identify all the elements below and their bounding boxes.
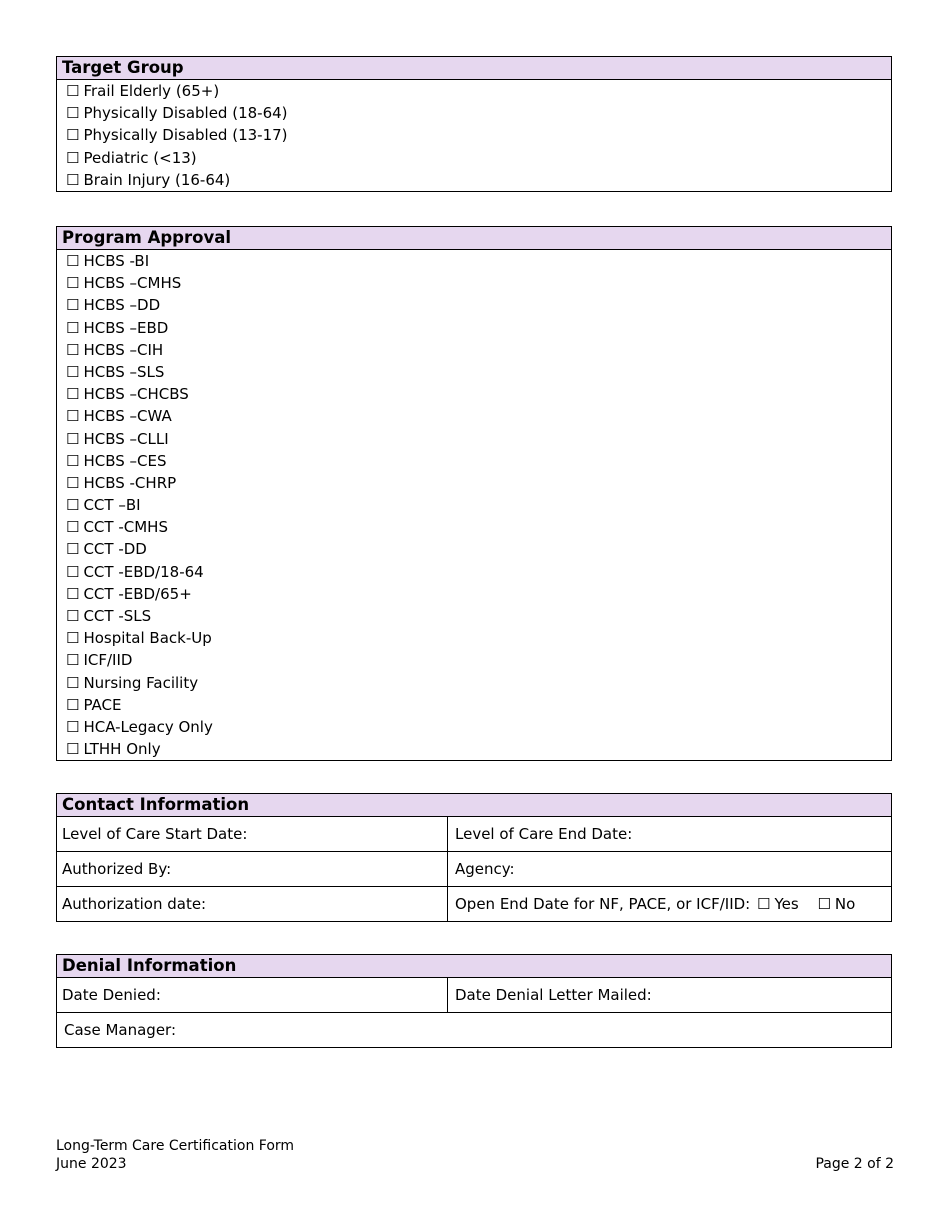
checkbox-item[interactable] (66, 627, 891, 649)
checkbox-label: HCBS -BI (83, 252, 150, 270)
checkbox-icon[interactable]: ☐ (66, 340, 80, 359)
denial-information-section (56, 954, 892, 1048)
authorized-by-field[interactable]: Authorized By: (57, 852, 448, 886)
checkbox-label: LTHH Only (83, 740, 161, 759)
checkbox-icon[interactable]: ☐ (66, 540, 80, 559)
program-approval-header: Program Approval (57, 227, 891, 250)
checkbox-label: HCBS –CES (83, 451, 167, 470)
checkbox-icon[interactable]: ☐ (66, 274, 80, 293)
target-group-header: Target Group (57, 57, 891, 80)
checkbox-icon[interactable]: ☐ (66, 607, 80, 625)
loc-end-date-field[interactable]: Level of Care End Date: (455, 825, 633, 843)
checkbox-item[interactable] (66, 649, 891, 671)
no-option[interactable] (817, 895, 855, 913)
checkbox-label: Frail Elderly (65+) (83, 82, 220, 100)
checkbox-item[interactable] (66, 405, 891, 427)
checkbox-icon[interactable]: ☐ (66, 296, 80, 315)
checkbox-item[interactable] (66, 538, 891, 560)
date-denied-field[interactable]: Date Denied: (57, 978, 448, 1012)
checkbox-icon[interactable]: ☐ (66, 170, 80, 189)
checkbox-icon[interactable]: ☐ (66, 451, 80, 470)
checkbox-icon[interactable]: ☐ (66, 496, 80, 515)
checkbox-icon[interactable]: ☐ (757, 895, 771, 913)
checkbox-icon[interactable]: ☐ (66, 318, 80, 337)
checkbox-item[interactable] (66, 383, 891, 405)
checkbox-icon[interactable]: ☐ (66, 584, 80, 603)
checkbox-icon[interactable]: ☐ (66, 385, 80, 404)
checkbox-icon[interactable]: ☐ (66, 407, 80, 426)
checkbox-item[interactable] (66, 716, 891, 738)
footer-left (56, 1137, 294, 1173)
checkbox-label: CCT –BI (83, 496, 141, 515)
checkbox-icon[interactable]: ☐ (66, 673, 80, 692)
checkbox-icon[interactable]: ☐ (66, 695, 80, 714)
contact-row (57, 852, 891, 887)
checkbox-icon[interactable]: ☐ (66, 473, 80, 492)
checkbox-label: HCBS –CHCBS (83, 385, 189, 404)
checkbox-item[interactable] (66, 694, 891, 716)
checkbox-icon[interactable]: ☐ (66, 562, 80, 581)
contact-row (57, 887, 891, 921)
checkbox-label: HCBS -CHRP (83, 473, 177, 492)
checkbox-label: CCT -EBD/65+ (83, 584, 192, 603)
contact-information-section (56, 793, 892, 922)
checkbox-label: PACE (83, 695, 122, 714)
checkbox-item[interactable] (66, 272, 891, 294)
checkbox-label: Hospital Back-Up (83, 629, 212, 648)
checkbox-item[interactable] (66, 339, 891, 361)
agency-field[interactable]: Agency: (455, 860, 515, 878)
checkbox-icon[interactable]: ☐ (66, 518, 80, 537)
checkbox-item[interactable] (66, 361, 891, 383)
open-end-date-label: Open End Date for NF, PACE, or ICF/IID: (455, 895, 751, 913)
checkbox-label: CCT -CMHS (83, 518, 168, 537)
checkbox-item[interactable] (66, 472, 891, 494)
denial-row (57, 978, 891, 1013)
checkbox-icon[interactable]: ☐ (66, 651, 80, 670)
checkbox-label: Physically Disabled (13-17) (83, 126, 288, 145)
open-end-date-field (448, 887, 891, 921)
checkbox-label: ICF/IID (83, 651, 133, 670)
checkbox-icon[interactable]: ☐ (66, 126, 80, 145)
checkbox-icon[interactable]: ☐ (66, 717, 80, 736)
target-group-section (56, 56, 892, 192)
checkbox-label: Brain Injury (16-64) (83, 170, 231, 189)
checkbox-icon[interactable]: ☐ (66, 82, 80, 100)
checkbox-icon[interactable]: ☐ (66, 740, 80, 759)
checkbox-item[interactable] (66, 147, 891, 169)
checkbox-label: CCT -DD (83, 540, 147, 559)
checkbox-item[interactable] (66, 428, 891, 450)
checkbox-icon[interactable]: ☐ (66, 429, 80, 448)
checkbox-icon[interactable]: ☐ (66, 148, 80, 167)
checkbox-item[interactable] (66, 450, 891, 472)
contact-information-header: Contact Information (57, 794, 891, 817)
checkbox-item[interactable] (66, 494, 891, 516)
yes-label: Yes (774, 895, 799, 913)
denial-information-header: Denial Information (57, 955, 891, 978)
checkbox-item[interactable] (66, 294, 891, 316)
denial-row (57, 1013, 891, 1047)
target-group-list (57, 80, 891, 191)
checkbox-label: HCBS –CMHS (83, 274, 182, 293)
page-number: Page 2 of 2 (815, 1156, 894, 1172)
checkbox-label: Nursing Facility (83, 673, 199, 692)
checkbox-item[interactable] (66, 317, 891, 339)
checkbox-icon[interactable]: ☐ (66, 362, 80, 381)
denial-letter-mailed-field[interactable]: Date Denial Letter Mailed: (455, 986, 652, 1004)
checkbox-label: HCBS –CWA (83, 407, 172, 426)
checkbox-item[interactable] (66, 250, 891, 272)
checkbox-label: HCBS –CLLI (83, 429, 169, 448)
checkbox-item[interactable] (66, 102, 891, 124)
checkbox-label: CCT -SLS (83, 607, 152, 625)
loc-start-date-field[interactable]: Level of Care Start Date: (57, 817, 448, 851)
authorization-date-field[interactable]: Authorization date: (57, 887, 448, 921)
checkbox-icon[interactable]: ☐ (817, 895, 831, 913)
checkbox-label: HCBS –DD (83, 296, 161, 315)
checkbox-item[interactable] (66, 605, 891, 627)
checkbox-label: HCBS –CIH (83, 340, 164, 359)
program-approval-list (57, 250, 891, 760)
checkbox-label: CCT -EBD/18-64 (83, 562, 204, 581)
checkbox-item[interactable] (66, 738, 891, 760)
checkbox-label: HCBS –EBD (83, 318, 169, 337)
program-approval-section (56, 226, 892, 761)
checkbox-label: HCBS –SLS (83, 362, 165, 381)
checkbox-item[interactable] (66, 672, 891, 694)
checkbox-item[interactable] (66, 80, 891, 102)
form-date: June 2023 (56, 1156, 127, 1172)
checkbox-label: Pediatric (<13) (83, 148, 197, 167)
no-label: No (834, 895, 856, 913)
checkbox-label: HCA-Legacy Only (83, 717, 213, 736)
checkbox-label: Physically Disabled (18-64) (83, 104, 288, 123)
checkbox-icon[interactable]: ☐ (66, 629, 80, 648)
checkbox-item[interactable] (66, 516, 891, 538)
checkbox-icon[interactable]: ☐ (66, 252, 80, 270)
contact-row (57, 817, 891, 852)
checkbox-icon[interactable]: ☐ (66, 104, 80, 123)
yes-option[interactable] (757, 895, 799, 913)
checkbox-item[interactable] (66, 561, 891, 583)
checkbox-item[interactable] (66, 169, 891, 191)
case-manager-field[interactable]: Case Manager: (64, 1021, 177, 1039)
checkbox-item[interactable] (66, 124, 891, 146)
checkbox-item[interactable] (66, 583, 891, 605)
form-name: Long-Term Care Certification Form (56, 1138, 295, 1154)
